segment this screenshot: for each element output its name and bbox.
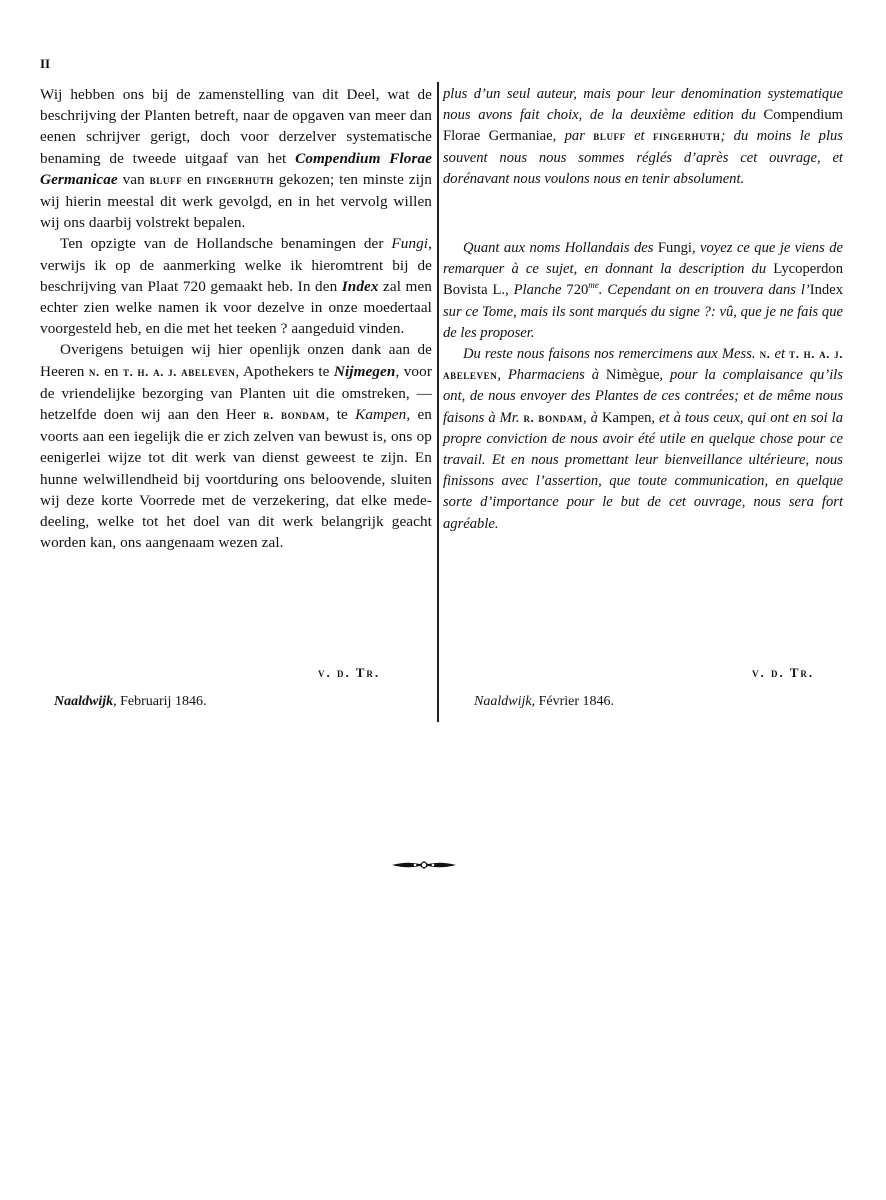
text-run: , et à tous ceux, qui ont en soi la propre conviction de nous avoir été utile en quelque chose pour ce travail. Et en nous promettant leur bienveillance ultérieure, nous finissons avec l’assertion, que toute communication, en quelque sorte d’importance pour le but de cet ouvrage, nous sera fort agréable.	[443, 409, 843, 532]
column-divider	[437, 82, 439, 722]
text-run: , te	[325, 406, 356, 424]
french-paragraph-1	[443, 84, 843, 190]
text-run: Quant aux noms Hollandais des	[463, 240, 658, 257]
page-number: II	[40, 56, 51, 71]
text-run: en	[99, 362, 123, 380]
species-name: Lycoperdon Bovista L.	[443, 261, 843, 299]
dutch-place-date	[54, 694, 206, 710]
ordinal-suffix: me	[588, 280, 599, 291]
author-name: fingerhuth	[206, 172, 274, 187]
text-run: et	[770, 346, 790, 363]
book-title: Compendium Florae Germanicae	[40, 149, 432, 188]
french-paragraph-3	[443, 344, 843, 535]
text-run: , voor de vriendelijke bezorging van Planten uit die omstreken, — hetzelfde doen wij aan den Heer	[40, 362, 432, 424]
place-name: Nimègue	[605, 367, 660, 384]
term-fungi: Fungi	[657, 240, 692, 257]
text-run: , Apothekers te	[235, 362, 334, 380]
text-run: , Planche	[505, 282, 567, 299]
dutch-paragraph-1	[40, 84, 432, 233]
french-column	[443, 84, 843, 535]
text-run: ; du moins le plus souvent nous nous sommes réglés d’après cet ouvrage, et dorénavant nous voulons nous en tenir absolument.	[443, 128, 843, 187]
book-title: Compendium Florae Germaniae	[443, 107, 843, 145]
person-name: n.	[88, 364, 100, 379]
dutch-column	[40, 84, 432, 553]
person-name: r. bondam	[263, 408, 326, 423]
text-run: , verwijs ik op de aanmerking welke ik hieromtrent bij de beschrijving van Plaat 720 gemaakt heb. In den	[40, 235, 432, 295]
author-name: bluff	[149, 172, 183, 187]
text-run: en	[182, 170, 207, 188]
text-run: , voyez ce que je viens de remarquer à ce sujet, en donnant la description du	[443, 240, 843, 278]
text-run: . Cependant on en trouvera dans l’	[598, 282, 810, 299]
text-run: , en voorts aan een iegelijk die er zich zelven van bewust is, ons op eenigerlei wijze tot dit werk van dienst geweest te zijn. En hunne welwillendheid bij voortduring ons beloovende, sluiten wij deze korte Voorrede met de verzekering, dat elke mede-deeling, welke tot het doel van dit werk belangrijk geacht worden kan, ons aangenaam wezen zal.	[40, 406, 432, 552]
text-run: van	[117, 170, 150, 188]
date-text: , Februarij 1846.	[113, 694, 207, 709]
term-fungi: Fungi	[391, 235, 429, 253]
text-run: zal men echter zien welke namen ik voor dezelve in onze moedertaal voorgesteld heb, en die met het teeken ? aangeduid vinden.	[40, 277, 432, 338]
date-text: , Février 1846.	[531, 694, 614, 709]
text-run: Du reste nous faisons nos remercimens aux Mess.	[463, 346, 760, 363]
paragraph-gap	[443, 190, 843, 238]
text-run: plus d’un seul auteur, mais pour leur denomination systematique nous avons fait choix, de la deuxième edition du	[443, 86, 843, 124]
text-run: gekozen; ten minste zijn wij hierin meestal dit werk gevolgd, en in het vervolg willen wij ons daarbij volstrekt bepalen.	[40, 170, 432, 232]
text-run: Wij hebben ons bij de zamenstelling van dit Deel, wat de beschrijving der Planten betreft, naar de opgaven van meer dan eenen schrijver gerigt, doch voor derzelver systematische benaming de tweede uitgaaf van het	[40, 86, 432, 167]
text-run: , par	[552, 128, 594, 145]
place-name: Kampen	[355, 406, 407, 424]
dutch-signature: v. d. Tr.	[318, 665, 381, 680]
term-index: Index	[341, 277, 379, 295]
place-name: Nijmegen	[333, 362, 396, 380]
dutch-paragraph-3	[40, 339, 432, 553]
text-run: sur ce Tome, mais ils sont marqués du signe ?: vû, que je ne fais que de les proposer.	[443, 303, 843, 341]
text-run: et	[625, 128, 653, 145]
author-name: bluff	[593, 129, 626, 144]
place-name: Naaldwijk	[474, 694, 532, 709]
text-run: , Pharmaciens à	[497, 367, 606, 384]
french-paragraph-2	[443, 238, 843, 344]
text-run: , à	[583, 409, 602, 426]
term-index: Index	[809, 282, 843, 299]
author-name: fingerhuth	[652, 129, 721, 144]
person-name: n.	[759, 347, 771, 362]
plate-number: 720	[566, 282, 589, 299]
person-name: r. bondam	[523, 410, 584, 425]
french-place-date	[474, 694, 614, 710]
dutch-paragraph-2	[40, 233, 432, 339]
place-name: Naaldwijk	[54, 694, 114, 709]
person-name: t. h. a. j. abeleven	[443, 347, 843, 383]
french-signature: v. d. Tr.	[752, 665, 815, 680]
place-name: Kampen	[601, 409, 652, 426]
text-run: , pour la complaisance qu’ils ont, de nous envoyer des Plantes de ces contrées; et de même nous faisons à Mr.	[443, 367, 843, 426]
ornamental-rule-icon	[390, 858, 458, 872]
text-run: Overigens betuigen wij hier openlijk onzen dank aan de Heeren	[40, 341, 432, 380]
text-run: Ten opzigte van de Hollandsche benamingen der	[60, 235, 392, 253]
person-name: t. h. a. j. abeleven	[123, 364, 236, 379]
